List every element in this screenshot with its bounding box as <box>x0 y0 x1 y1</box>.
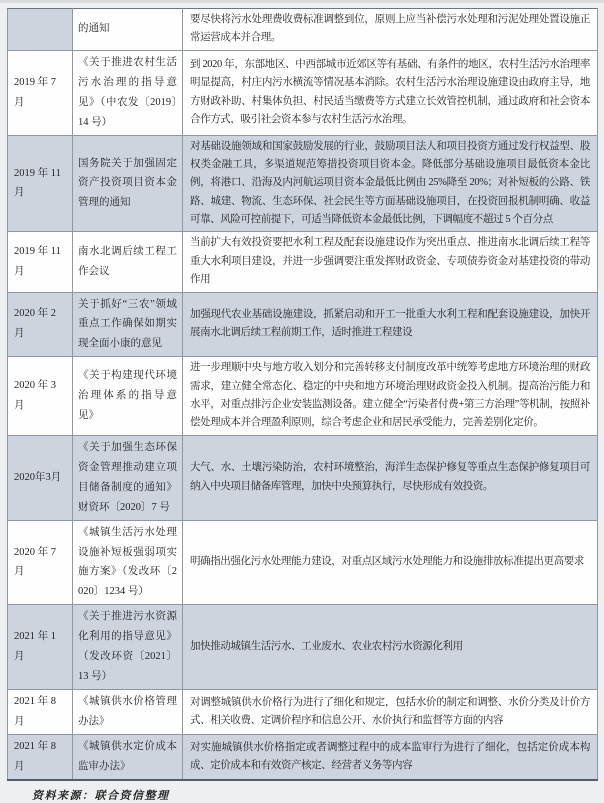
policy-name-cell: 《城镇生活污水处理设施补短板强弱项实施方案》（发改环〔2020〕1234 号） <box>73 520 183 605</box>
policy-description-cell: 要尽快将污水处理费收费标准调整到位，原则上应当补偿污水处理和污泥处理处置设施正常运营成本并合理。 <box>183 9 598 51</box>
date-cell: 2019 年 11 月 <box>8 232 73 292</box>
data-source-note: 资料来源：联合资信整理 <box>32 789 170 802</box>
policy-description-cell: 对调整城镇供水价格行为进行了细化和规定，包括水价的制定和调整、水价分类及计价方式、相关收费、定调价程序和信息公开、水价执行和监督等方面的内容 <box>183 690 598 735</box>
date-cell: 2021 年 1 月 <box>8 605 73 690</box>
policy-description-cell: 大气、水、土壤污染防治，农村环境整治，海洋生态保护修复等重点生态保护修复项目可纳入中央项目储备库管理，加快中央预算执行，尽快形成有效投资。 <box>183 435 598 520</box>
policy-description-cell: 当前扩大有效投资要把水利工程及配套设施建设作为突出重点、推进南水北调后续工程等重大水利项目建设，并进一步强调要注重发挥财政资金、专项债券资金对基建投资的带动作用 <box>183 232 598 292</box>
table-row <box>8 50 598 135</box>
date-cell: 2021 年 8 月 <box>8 734 73 779</box>
table-row <box>8 9 598 51</box>
policy-table-container <box>7 8 597 803</box>
policy-description-cell: 对基础设施领域和国家鼓励发展的行业，鼓励项目法人和项目投资方通过发行权益型、股权类金融工具，多渠道规范筹措投资项目资本金。降低部分基础设施项目最低资本金比例，将港口、沿海及内河航运项目资本金最低比例由 25%降至 20%；对补短板的公路、铁路、城建、物流、生态环保、社会民生等方面基础设施项目，在投资回报机制明确、收益可靠、风险可控前提下，可适当降低资本金最低比例，下调幅度不超过 5 个百分点 <box>183 135 598 232</box>
date-cell: 2019 年 7 月 <box>8 50 73 135</box>
policy-table <box>7 8 598 781</box>
table-row <box>8 357 598 436</box>
date-cell: 2020 年 2 月 <box>8 292 73 357</box>
policy-description-cell: 进一步理顺中央与地方收入划分和完善转移支付制度改革中统筹考虑地方环境治理的财政需求，建立健全常态化、稳定的中央和地方环境治理财政资金投入机制。提高治污能力和水平，对重点排污企业安装监测设备。建立健全“污染者付费+第三方治理”等机制，按照补偿处理成本并合理盈利原则，综合考虑企业和居民承受能力，完善差别化定价。 <box>183 357 598 436</box>
table-row <box>8 520 598 605</box>
date-cell <box>8 9 73 51</box>
policy-description-cell: 加快推动城镇生活污水、工业废水、农业农村污水资源化利用 <box>183 605 598 690</box>
table-row <box>8 605 598 690</box>
table-row <box>8 690 598 735</box>
policy-description-cell: 加强现代农业基础设施建设，抓紧启动和开工一批重大水利工程和配套设施建设，加快开展南水北调后续工程前期工作，适时推进工程建设 <box>183 292 598 357</box>
policy-name-cell: 《城镇供水定价成本监审办法》 <box>73 734 183 779</box>
policy-name-cell: 《关于推进污水资源化利用的指导意见》（发改环资〔2021〕13 号） <box>73 605 183 690</box>
table-row <box>8 135 598 232</box>
policy-name-cell: 《关于构建现代环境治理体系的指导意见》 <box>73 357 183 436</box>
date-cell: 2020 年 3 月 <box>8 357 73 436</box>
policy-description-cell: 对实施城镇供水价格指定或者调整过程中的成本监审行为进行了细化，包括定价成本构成、定价成本和有效资产核定、经营者义务等内容 <box>183 734 598 779</box>
table-row <box>8 734 598 779</box>
policy-name-cell: 关于抓好“三农”领域重点工作确保如期实现全面小康的意见 <box>73 292 183 357</box>
policy-name-cell: 《关于加强生态环保资金管理推动建立项目储备制度的通知》财资环〔2020〕7 号 <box>73 435 183 520</box>
table-row <box>8 435 598 520</box>
policy-name-cell: 的通知 <box>73 9 183 51</box>
date-cell: 2020年3月 <box>8 435 73 520</box>
date-cell: 2020 年 7 月 <box>8 520 73 605</box>
policy-table-body <box>8 9 598 780</box>
policy-description-cell: 到 2020 年，东部地区、中西部城市近郊区等有基础、有条件的地区，农村生活污水治理率明显提高，村庄内污水横流等情况基本消除。农村生活污水治理设施建设由政府主导，地方财政补助、村集体负担、村民适当缴费等方式建立长效管控机制，通过政府和社会资本合作方式，吸引社会资本参与农村生活污水治理。 <box>183 50 598 135</box>
table-row <box>8 232 598 292</box>
policy-name-cell: 国务院关于加强固定资产投资项目资本金管理的通知 <box>73 135 183 232</box>
date-cell: 2019 年 11 月 <box>8 135 73 232</box>
table-row <box>8 292 598 357</box>
policy-name-cell: 《关于推进农村生活污水治理的指导意见》（中农发〔2019〕14 号） <box>73 50 183 135</box>
date-cell: 2021 年 8 月 <box>8 690 73 735</box>
page-top-strip <box>0 0 604 3</box>
policy-name-cell: 《城镇供水价格管理办法》 <box>73 690 183 735</box>
policy-description-cell: 明确指出强化污水处理能力建设，对重点区域污水处理能力和设施排放标准提出更高要求 <box>183 520 598 605</box>
policy-name-cell: 南水北调后续工程工作会议 <box>73 232 183 292</box>
